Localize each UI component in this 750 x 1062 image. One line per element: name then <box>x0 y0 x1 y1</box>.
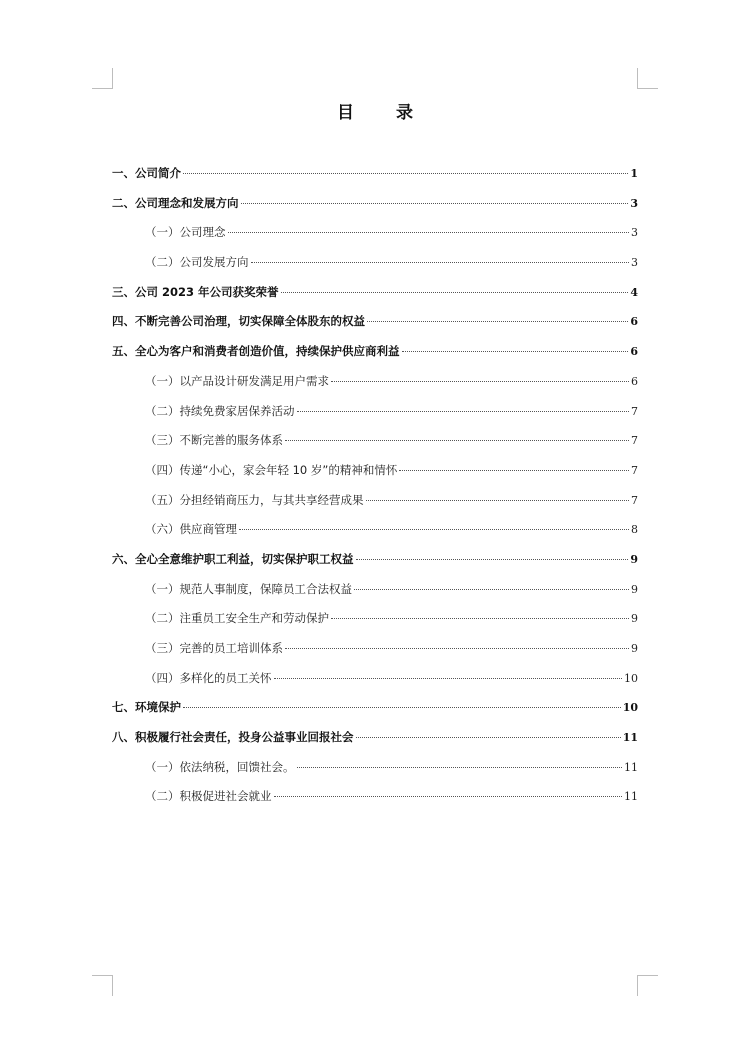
toc-entry[interactable] <box>112 578 638 608</box>
toc-entry-text: 八、积极履行社会责任，投身公益事业回报社会 <box>112 730 354 745</box>
toc-page-number: 3 <box>631 226 638 240</box>
toc-entry-text: （一）依法纳税，回馈社会。 <box>145 759 295 774</box>
toc-dot-leader <box>367 321 628 322</box>
toc-entry[interactable] <box>112 459 638 489</box>
toc-page-number: 10 <box>622 701 638 715</box>
toc-dot-leader <box>399 470 629 471</box>
toc-dot-leader <box>356 559 629 560</box>
toc-entry[interactable] <box>112 310 638 340</box>
toc-page-number: 9 <box>630 552 638 566</box>
toc-entry[interactable] <box>112 548 638 578</box>
toc-page-number: 7 <box>631 434 638 448</box>
toc-entry-text: （二）注重员工安全生产和劳动保护 <box>145 611 329 626</box>
toc-entry-text: （一）以产品设计研发满足用户需求 <box>145 373 329 388</box>
toc-entry[interactable] <box>112 667 638 697</box>
toc-entry[interactable] <box>112 370 638 400</box>
toc-page-number: 6 <box>631 374 638 388</box>
toc-entry-text: 五、全心为客户和消费者创造价值，持续保护供应商利益 <box>112 344 400 359</box>
toc-entry-text: （二）持续免费家居保养活动 <box>145 403 295 418</box>
toc-entry[interactable] <box>112 400 638 430</box>
toc-page-number: 7 <box>631 404 638 418</box>
toc-page-number: 7 <box>631 493 638 507</box>
toc-page-number: 3 <box>630 196 638 210</box>
toc-page-number: 4 <box>630 285 638 299</box>
toc-entry-text: 二、公司理念和发展方向 <box>112 195 239 210</box>
toc-dot-leader <box>356 737 621 738</box>
toc-page-number: 6 <box>630 315 638 329</box>
toc-entry-text: （三）不断完善的服务体系 <box>145 433 283 448</box>
toc-page-number: 9 <box>631 642 638 655</box>
toc-title: 目 录 <box>337 103 431 123</box>
toc-dot-leader <box>274 796 623 797</box>
toc-page-number: 8 <box>631 523 638 537</box>
toc-dot-leader <box>297 767 623 768</box>
toc-dot-leader <box>228 232 630 233</box>
toc-entry[interactable] <box>112 607 638 637</box>
toc-entry[interactable] <box>112 429 638 459</box>
toc-entry-text: 一、公司简介 <box>112 166 181 180</box>
toc-entry[interactable] <box>112 726 638 756</box>
crop-mark-top-right <box>637 68 658 89</box>
crop-mark-bottom-left <box>92 975 113 996</box>
toc-entry-text: 三、公司 2023 年公司获奖荣誉 <box>112 284 279 299</box>
toc-page-number: 3 <box>631 256 638 270</box>
toc-entry-text: （二）积极促进社会就业 <box>145 789 272 804</box>
toc-dot-leader <box>274 678 623 679</box>
toc-dot-leader <box>285 648 629 649</box>
toc-entry[interactable] <box>112 281 638 311</box>
toc-entry-text: 六、全心全意维护职工利益，切实保护职工权益 <box>112 551 354 566</box>
toc-page-number: 9 <box>631 582 638 596</box>
toc-entry[interactable] <box>112 518 638 548</box>
toc-entry[interactable] <box>112 489 638 519</box>
toc-entry[interactable] <box>112 251 638 281</box>
toc-dot-leader <box>331 618 629 619</box>
toc-entry[interactable] <box>112 696 638 726</box>
toc-dot-leader <box>402 351 629 352</box>
toc-entry-text: （三）完善的员工培训体系 <box>145 641 283 655</box>
toc-dot-leader <box>366 500 630 501</box>
toc-page-number: 11 <box>624 760 638 774</box>
crop-mark-bottom-right <box>637 975 658 996</box>
toc-dot-leader <box>251 262 630 263</box>
toc-page-number: 6 <box>630 345 638 359</box>
toc-entry-text: 七、环境保护 <box>112 700 181 715</box>
toc-dot-leader <box>183 173 628 174</box>
toc-page-number: 11 <box>622 731 638 745</box>
toc-dot-leader <box>297 411 630 412</box>
toc-page-number: 10 <box>624 671 638 685</box>
toc-entry-text: （一）规范人事制度，保障员工合法权益 <box>145 581 352 596</box>
toc-entry[interactable] <box>112 785 638 815</box>
toc-entry-text: （一）公司理念 <box>145 225 226 240</box>
toc-dot-leader <box>331 381 629 382</box>
toc-entry-text: （六）供应商管理 <box>145 522 237 537</box>
toc-entry[interactable] <box>112 756 638 786</box>
toc-entry-text: （四）传递“小心，家会年轻 10 岁”的精神和情怀 <box>145 462 398 477</box>
toc-entry[interactable] <box>112 162 638 192</box>
toc-page-number: 11 <box>624 790 638 804</box>
crop-mark-top-left <box>92 68 113 89</box>
toc-dot-leader <box>354 589 629 590</box>
toc-dot-leader <box>239 529 629 530</box>
toc-page-number: 7 <box>631 463 638 477</box>
toc-dot-leader <box>285 440 629 441</box>
toc-dot-leader <box>183 707 621 708</box>
toc-dot-leader <box>241 203 629 204</box>
toc-entry[interactable] <box>112 340 638 370</box>
toc-page-number: 1 <box>630 167 638 180</box>
toc-dot-leader <box>281 292 629 293</box>
toc-entry[interactable] <box>112 637 638 667</box>
toc-entry-text: （二）公司发展方向 <box>145 255 249 270</box>
toc-entry-text: 四、不断完善公司治理，切实保障全体股东的权益 <box>112 314 365 329</box>
toc-entry[interactable] <box>112 192 638 222</box>
toc-page-number: 9 <box>631 612 638 626</box>
table-of-contents <box>112 162 638 815</box>
toc-entry[interactable] <box>112 221 638 251</box>
toc-entry-text: （四）多样化的员工关怀 <box>145 670 272 685</box>
toc-entry-text: （五）分担经销商压力，与其共享经营成果 <box>145 492 364 507</box>
